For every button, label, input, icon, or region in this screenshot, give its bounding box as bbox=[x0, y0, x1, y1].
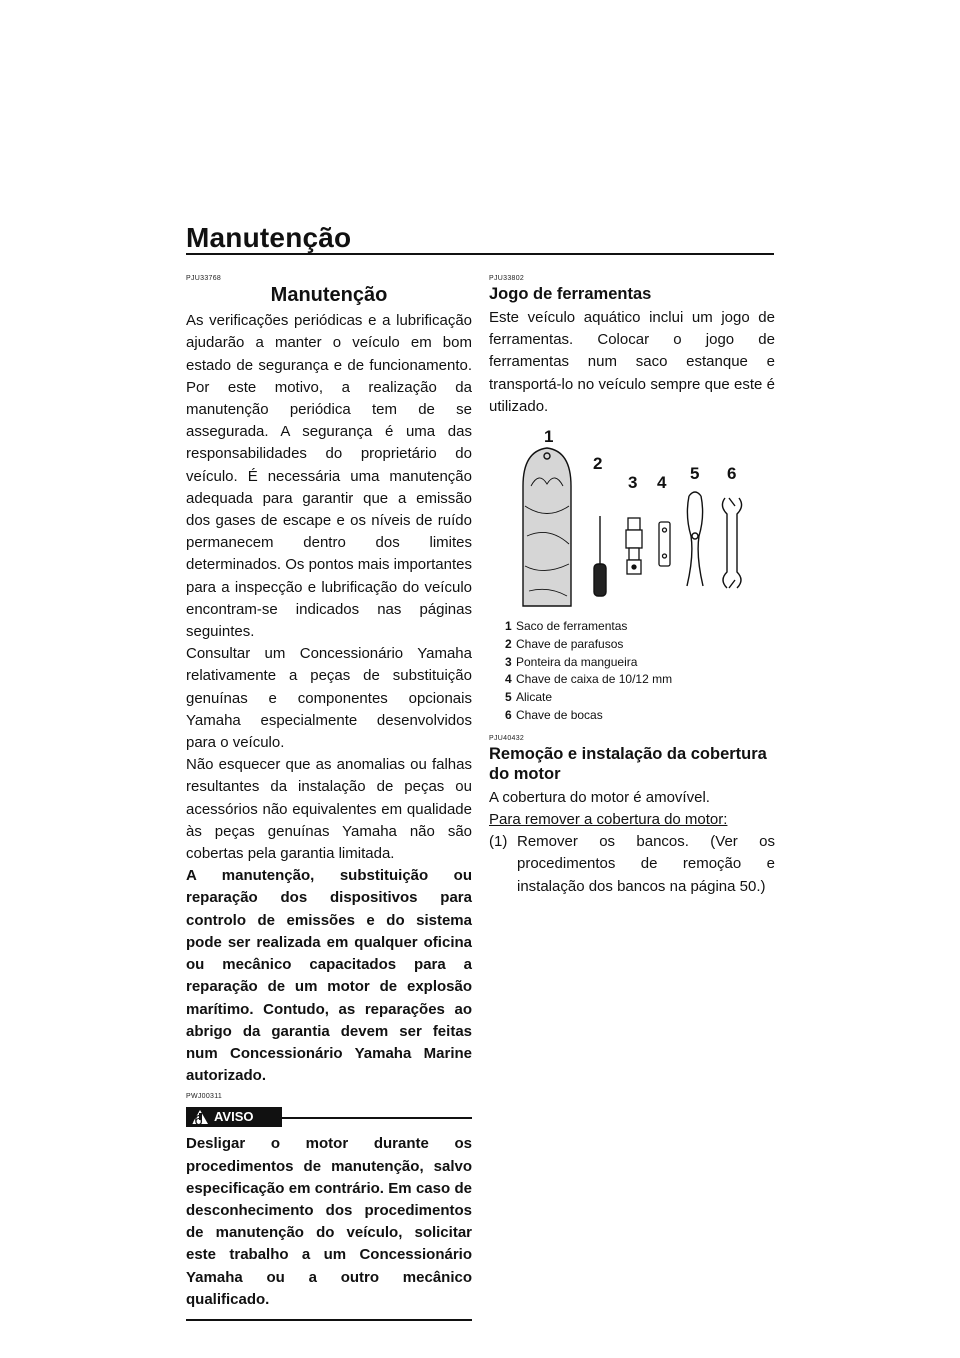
section-code: PJU40432 bbox=[489, 734, 525, 742]
warning-top-rule bbox=[282, 1117, 472, 1119]
figure-label-1: 1 bbox=[544, 427, 554, 447]
step-text: Remover os bancos. (Ver os procedimentos de remoção e instalação dos bancos na página 50.) bbox=[517, 833, 775, 895]
open-wrench-icon bbox=[722, 498, 741, 588]
section-heading-jogo-de-ferramentas: Jogo de ferramentas bbox=[489, 285, 652, 303]
paragraph: Consultar um Concessionário Yamaha relativamente a peças de substituição genuínas e componentes opcionais Yamaha especialmente desenvolvidos para o veículo. bbox=[186, 645, 472, 752]
toolkit-figure bbox=[489, 426, 775, 616]
hose-nozzle-icon bbox=[626, 518, 642, 574]
page-number: 96 bbox=[186, 1112, 203, 1129]
section-heading-manutencao: Manutenção bbox=[270, 284, 388, 306]
page-title: Manutenção bbox=[186, 222, 352, 253]
pliers-icon bbox=[687, 492, 703, 586]
legend-item: 6 Chave de bocas bbox=[505, 708, 603, 722]
socket-wrench-icon bbox=[659, 522, 670, 566]
section-code: PJU33802 bbox=[489, 275, 525, 282]
warning-bottom-rule bbox=[186, 1319, 472, 1321]
section-code: PJU33768 bbox=[186, 275, 222, 282]
legend-item: 3 Ponteira da mangueira bbox=[505, 654, 638, 669]
figure-label-5: 5 bbox=[690, 464, 700, 484]
right-column bbox=[489, 275, 775, 898]
paragraph: As verificações periódicas e a lubrificação ajudarão a manter o veículo em bom estado de segurança e de funcionamento. Por este motivo, a realização da manutenção periódica tem de se assegurada. A segurança é uma das responsabilidades do proprietário do veículo. É necessária uma manutenção adequada para garantir que a emissão dos gases de escape e os níveis de ruído permanecem dentro dos limites determinados. Os pontos mais importantes para a inspecção e lubrificação do veículo encontram-se indicados nas páginas seguintes. bbox=[186, 312, 472, 641]
figure-label-4: 4 bbox=[657, 473, 667, 493]
paragraph-bold: A manutenção, substituição ou reparação dos dispositivos para controlo de emissões e do sistema pode ser realizada em qualquer oficina ou mecânico capacitados para a reparação de um motor de explosão marítimo. Contudo, as reparações ao abrigo da garantia devem ser feitas num Concessionário Yamaha Marine autorizado. bbox=[186, 867, 472, 1085]
list-item bbox=[489, 831, 775, 898]
subheading: Para remover a cobertura do motor: bbox=[489, 811, 728, 828]
warning-header bbox=[186, 1107, 472, 1129]
header-rule bbox=[186, 253, 774, 255]
legend-item: 4 Chave de caixa de 10/12 mm bbox=[505, 672, 673, 687]
legend-item: 5 Alicate bbox=[505, 690, 553, 705]
paragraph: Não esquecer que as anomalias ou falhas resultantes da instalação de peças ou acessórios não equivalentes em qualidade às peças genuínas Yamaha não são cobertas pela garantia limitada. bbox=[186, 756, 472, 863]
legend-item: 2 Chave de parafusos bbox=[505, 636, 624, 651]
section-heading-remocao-cobertura: Remoção e instalação da cobertura do motor bbox=[489, 744, 767, 783]
left-column bbox=[186, 275, 472, 1321]
tool-bag-icon bbox=[523, 448, 571, 606]
screwdriver-icon bbox=[594, 516, 606, 596]
legend-item: 1 Saco de ferramentas bbox=[505, 619, 628, 634]
figure-label-6: 6 bbox=[727, 464, 737, 484]
paragraph: A cobertura do motor é amovível. bbox=[489, 788, 710, 806]
warning-label: AVISO bbox=[214, 1109, 254, 1125]
figure-label-2: 2 bbox=[593, 454, 603, 474]
figure-legend bbox=[489, 618, 775, 725]
warning-text: Desligar o motor durante os procedimentos de manutenção, salvo especificação em contrário. Em caso de desconhecimento dos procedimentos de manutenção do veículo, solicitar este trabalho a um Concessionário Yamaha ou a outro mecânico qualificado. bbox=[186, 1135, 472, 1308]
warning-code: PWJ00311 bbox=[186, 1093, 223, 1101]
paragraph: Este veículo aquático inclui um jogo de ferramentas. Colocar o jogo de ferramentas num saco estanque e transportá-lo no veículo sempre que este é utilizado. bbox=[489, 309, 775, 415]
figure-label-3: 3 bbox=[628, 473, 638, 493]
toolkit-illustration bbox=[489, 426, 775, 616]
step-number: (1) bbox=[489, 833, 508, 851]
